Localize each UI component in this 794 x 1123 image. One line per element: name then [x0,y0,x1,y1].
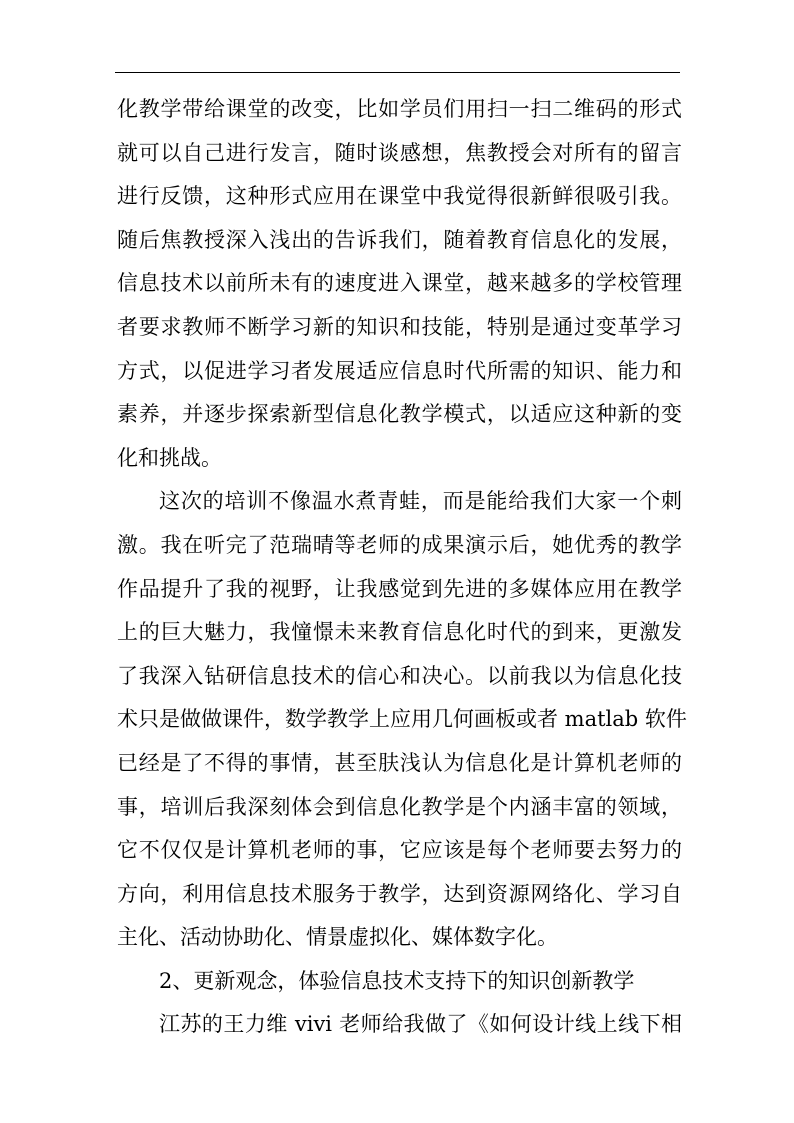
text-line: 者要求教师不断学习新的知识和技能，特别是通过变革学习 [117,314,682,339]
text-line: 素养，并逐步探索新型信息化教学模式，以适应这种新的变 [117,402,682,427]
text-line: 术只是做做课件，数学教学上应用几何画板或者 matlab 软件 [117,707,687,732]
text-line: 已经是了不得的事情，甚至肤浅认为信息化是计算机老师的 [117,750,682,775]
text-line: 江苏的王力维 vivi 老师给我做了《如何设计线上线下相 [159,1012,682,1037]
text-line: 了我深入钻研信息技术的信心和决心。以前我以为信息化技 [117,663,682,688]
text-line: 激。我在听完了范瑞晴等老师的成果演示后，她优秀的教学 [117,532,682,557]
text-line: 这次的培训不像温水煮青蛙，而是能给我们大家一个刺 [159,489,682,514]
text-line: 事，培训后我深刻体会到信息化教学是个内涵丰富的领域， [117,794,682,819]
text-line: 作品提升了我的视野，让我感觉到先进的多媒体应用在教学 [117,576,682,601]
text-line: 方式，以促进学习者发展适应信息时代所需的知识、能力和 [117,358,682,383]
text-line: 它不仅仅是计算机老师的事，它应该是每个老师要去努力的 [117,838,682,863]
text-line: 主化、活动协助化、情景虚拟化、媒体数字化。 [117,925,558,950]
text-line: 2、更新观念，体验信息技术支持下的知识创新教学 [159,968,635,993]
text-line: 化和挑战。 [117,445,222,470]
text-line: 信息技术以前所未有的速度进入课堂，越来越多的学校管理 [117,271,682,296]
text-line: 化教学带给课堂的改变，比如学员们用扫一扫二维码的形式 [117,97,682,121]
text-line: 上的巨大魅力，我憧憬未来教育信息化时代的到来，更激发 [117,620,682,645]
document-body [117,88,687,1047]
text-line: 随后焦教授深入浅出的告诉我们，随着教育信息化的发展， [117,227,682,252]
header-rule [115,72,680,73]
text-line: 方向，利用信息技术服务于教学，达到资源网络化、学习自 [117,881,682,906]
text-line: 就可以自己进行发言，随时谈感想，焦教授会对所有的留言 [117,140,682,165]
text-line: 进行反馈，这种形式应用在课堂中我觉得很新鲜很吸引我。 [117,184,682,209]
